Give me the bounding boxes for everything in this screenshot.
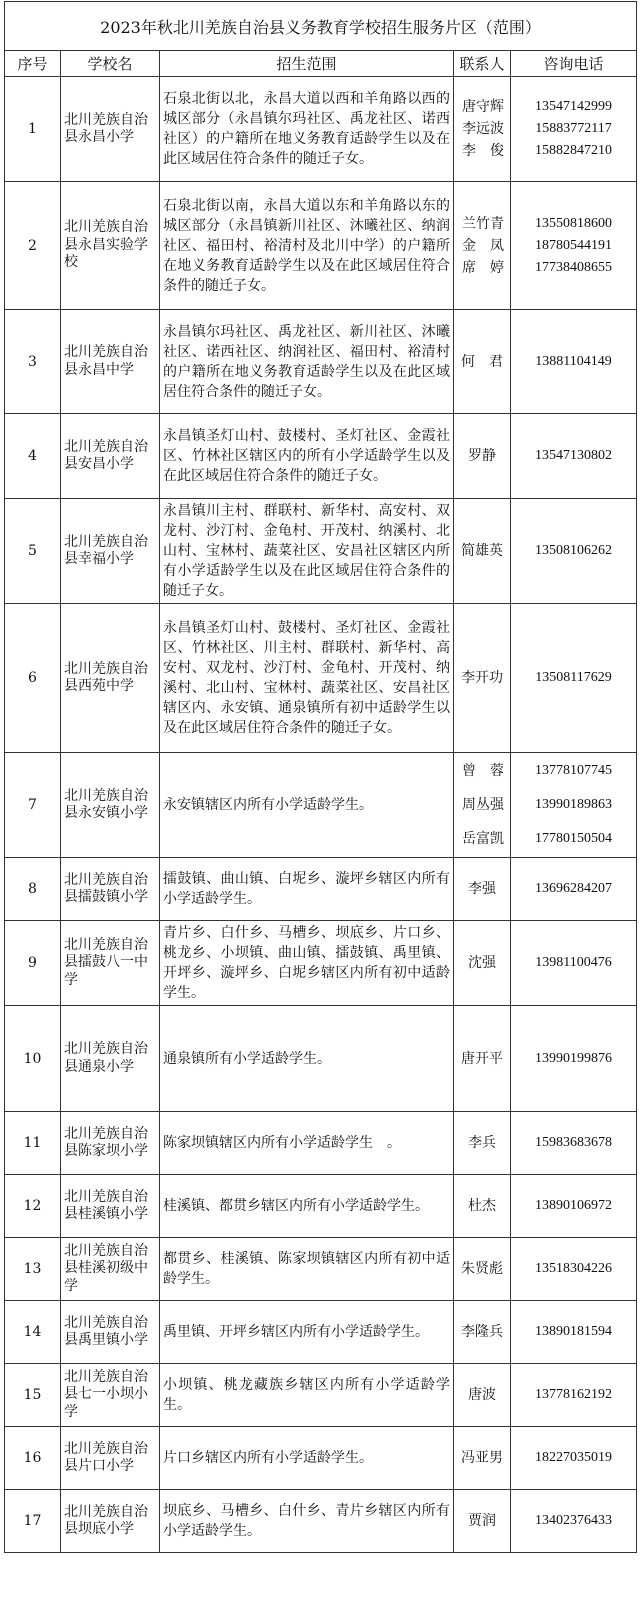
cell-phone — [511, 1112, 637, 1175]
cell-contact — [454, 1427, 511, 1490]
cell-contact — [454, 1175, 511, 1238]
contact-name: 兰竹青 — [462, 215, 504, 232]
table-row — [5, 753, 637, 858]
phone-number: 15983683678 — [535, 1135, 612, 1150]
table-row — [5, 1427, 637, 1490]
header-school: 学校名 — [61, 51, 160, 77]
table-row — [5, 858, 637, 921]
phone-number: 15883772117 — [535, 121, 612, 136]
contact-name: 李强 — [468, 881, 496, 897]
cell-phone — [511, 77, 637, 182]
header-row — [5, 51, 637, 77]
cell-school-name: 北川羌族自治县永安镇小学 — [61, 753, 160, 858]
cell-scope: 永昌镇圣灯山村、鼓楼村、圣灯社区、金霞社区、竹林社区辖区内的所有小学适龄学生以及在此区域居住符合条件的随迁子女。 — [160, 414, 454, 499]
cell-school-name: 北川羌族自治县永昌中学 — [61, 310, 160, 414]
cell-no: 10 — [5, 1006, 61, 1112]
cell-school-name: 北川羌族自治县永昌小学 — [61, 77, 160, 182]
cell-phone — [511, 1301, 637, 1364]
cell-scope: 永安镇辖区内所有小学适龄学生。 — [160, 753, 454, 858]
cell-school-name: 北川羌族自治县陈家坝小学 — [61, 1112, 160, 1175]
cell-school-name: 北川羌族自治县安昌小学 — [61, 414, 160, 499]
table-row — [5, 1238, 637, 1301]
cell-scope: 都贯乡、桂溪镇、陈家坝镇辖区内所有初中适龄学生。 — [160, 1238, 454, 1301]
cell-contact — [454, 182, 511, 310]
cell-scope: 永昌镇尔玛社区、禹龙社区、新川社区、沐曦社区、诺西社区、纳润社区、福田村、裕清村的户籍所在地义务教育适龄学生以及在此区域居住符合条件的随迁子女。 — [160, 310, 454, 414]
cell-phone — [511, 1175, 637, 1238]
cell-phone — [511, 1238, 637, 1301]
cell-scope: 桂溪镇、都贯乡辖区内所有小学适龄学生。 — [160, 1175, 454, 1238]
cell-contact — [454, 499, 511, 604]
cell-scope: 永昌镇川主村、群联村、新华村、高安村、双龙村、沙汀村、金龟村、开茂村、纳溪村、北山村、宝林村、蔬菜社区、安昌社区辖区内所有小学适龄学生以及在此区域居住符合条件的随迁子女。 — [160, 499, 454, 604]
cell-contact — [454, 1238, 511, 1301]
cell-no: 13 — [5, 1238, 61, 1301]
cell-phone — [511, 1490, 637, 1553]
cell-no: 2 — [5, 182, 61, 310]
cell-no: 11 — [5, 1112, 61, 1175]
cell-contact — [454, 310, 511, 414]
contact-name: 唐开平 — [461, 1050, 503, 1067]
table-row — [5, 182, 637, 310]
table-row — [5, 921, 637, 1006]
cell-contact — [454, 753, 511, 858]
phone-number: 17780150504 — [535, 831, 612, 846]
cell-phone — [511, 1006, 637, 1112]
contact-name: 席 婷 — [462, 259, 504, 276]
table-row — [5, 77, 637, 182]
cell-no: 6 — [5, 604, 61, 753]
phone-number: 13547142999 — [535, 99, 612, 114]
cell-scope: 片口乡辖区内所有小学适龄学生。 — [160, 1427, 454, 1490]
cell-school-name: 北川羌族自治县七一小坝小学 — [61, 1364, 160, 1427]
cell-phone — [511, 1427, 637, 1490]
table-row — [5, 1175, 637, 1238]
contact-name: 李开功 — [461, 670, 503, 686]
cell-phone — [511, 310, 637, 414]
table-body — [5, 77, 637, 1553]
header-contact: 联系人 — [454, 51, 511, 77]
cell-contact — [454, 921, 511, 1006]
cell-school-name: 北川羌族自治县擂鼓镇小学 — [61, 858, 160, 921]
cell-no: 16 — [5, 1427, 61, 1490]
cell-school-name: 北川羌族自治县禹里镇小学 — [61, 1301, 160, 1364]
cell-phone — [511, 921, 637, 1006]
cell-no: 9 — [5, 921, 61, 1006]
contact-name: 杜杰 — [468, 1198, 496, 1214]
contact-name: 罗静 — [468, 448, 496, 464]
phone-number: 13981100476 — [535, 955, 612, 970]
contact-name: 岳富凯 — [462, 831, 504, 847]
contact-name: 周丛强 — [462, 797, 504, 813]
contact-name: 李隆兵 — [461, 1324, 503, 1340]
cell-scope: 石泉北街以南，永昌大道以东和羊角路以东的城区部分（永昌镇新川社区、沐曦社区、纳润社区、福田村、裕清村及北川中学）的户籍所在地义务教育适龄学生以及在此区域居住符合条件的随迁子女。 — [160, 182, 454, 310]
cell-scope: 青片乡、白什乡、马槽乡、坝底乡、片口乡、桃龙乡、小坝镇、曲山镇、擂鼓镇、禹里镇、开坪乡、漩坪乡、白坭乡辖区内所有初中适龄学生。 — [160, 921, 454, 1006]
cell-no: 7 — [5, 753, 61, 858]
cell-no: 1 — [5, 77, 61, 182]
cell-scope: 石泉北街以北，永昌大道以西和羊角路以西的城区部分（永昌镇尔玛社区、禹龙社区、诺西社区）的户籍所在地义务教育适龄学生以及在此区域居住符合条件的随迁子女。 — [160, 77, 454, 182]
contact-name: 李 俊 — [462, 143, 504, 159]
table-row — [5, 1006, 637, 1112]
cell-contact — [454, 1490, 511, 1553]
cell-scope: 通泉镇所有小学适龄学生。 — [160, 1006, 454, 1112]
contact-name: 李兵 — [468, 1135, 496, 1151]
phone-number: 13508117629 — [535, 670, 612, 685]
header-scope: 招生范围 — [160, 51, 454, 77]
phone-number: 13990199876 — [535, 1050, 612, 1066]
table-row — [5, 1490, 637, 1553]
phone-number: 13778162192 — [535, 1387, 612, 1402]
cell-no: 14 — [5, 1301, 61, 1364]
table-row — [5, 1364, 637, 1427]
contact-name: 唐守辉 — [462, 99, 504, 115]
cell-phone — [511, 1364, 637, 1427]
cell-contact — [454, 604, 511, 753]
cell-contact — [454, 1006, 511, 1112]
cell-scope: 坝底乡、马槽乡、白什乡、青片乡辖区内所有小学适龄学生。 — [160, 1490, 454, 1553]
cell-school-name: 北川羌族自治县桂溪初级中学 — [61, 1238, 160, 1301]
phone-number: 13890181594 — [535, 1324, 612, 1339]
cell-no: 17 — [5, 1490, 61, 1553]
cell-contact — [454, 77, 511, 182]
enrollment-table — [4, 1, 637, 1553]
cell-contact — [454, 414, 511, 499]
contact-name: 简雄英 — [461, 543, 503, 559]
cell-phone — [511, 182, 637, 310]
phone-number: 17738408655 — [535, 259, 612, 275]
phone-number: 13550818600 — [535, 215, 612, 231]
phone-number: 18780544191 — [535, 237, 612, 253]
cell-phone — [511, 604, 637, 753]
cell-scope: 禹里镇、开坪乡辖区内所有小学适龄学生。 — [160, 1301, 454, 1364]
cell-school-name: 北川羌族自治县桂溪镇小学 — [61, 1175, 160, 1238]
table-row — [5, 1112, 637, 1175]
contact-name: 沈强 — [468, 955, 496, 971]
contact-name: 冯亚男 — [461, 1450, 503, 1466]
cell-no: 8 — [5, 858, 61, 921]
enrollment-table-sheet — [4, 1, 636, 1553]
cell-scope: 陈家坝镇辖区内所有小学适龄学生 。 — [160, 1112, 454, 1175]
phone-number: 13402376433 — [535, 1513, 612, 1528]
contact-name: 朱贤彪 — [461, 1261, 503, 1277]
phone-number: 15882847210 — [535, 143, 612, 158]
cell-phone — [511, 414, 637, 499]
cell-school-name: 北川羌族自治县永昌实验学校 — [61, 182, 160, 310]
cell-phone — [511, 753, 637, 858]
phone-number: 13890106972 — [535, 1198, 612, 1213]
cell-school-name: 北川羌族自治县坝底小学 — [61, 1490, 160, 1553]
phone-number: 13990189863 — [535, 797, 612, 812]
cell-contact — [454, 858, 511, 921]
table-row — [5, 414, 637, 499]
table-row — [5, 1301, 637, 1364]
cell-no: 5 — [5, 499, 61, 604]
phone-number: 13518304226 — [535, 1261, 612, 1276]
table-title: 2023年秋北川羌族自治县义务教育学校招生服务片区（范围） — [5, 2, 637, 51]
header-no: 序号 — [5, 51, 61, 77]
table-row — [5, 604, 637, 753]
phone-number: 13881104149 — [535, 353, 612, 369]
cell-school-name: 北川羌族自治县片口小学 — [61, 1427, 160, 1490]
contact-name: 曾 蓉 — [462, 763, 504, 779]
contact-name: 李远波 — [462, 121, 504, 137]
cell-scope: 擂鼓镇、曲山镇、白坭乡、漩坪乡辖区内所有小学适龄学生。 — [160, 858, 454, 921]
cell-no: 12 — [5, 1175, 61, 1238]
contact-name: 金 凤 — [462, 237, 504, 254]
contact-name: 何 君 — [461, 353, 503, 370]
cell-school-name: 北川羌族自治县西苑中学 — [61, 604, 160, 753]
table-row — [5, 499, 637, 604]
cell-phone — [511, 499, 637, 604]
header-phone: 咨询电话 — [511, 51, 637, 77]
phone-number: 13508106262 — [535, 543, 612, 558]
cell-contact — [454, 1112, 511, 1175]
phone-number: 13547130802 — [535, 448, 612, 463]
cell-school-name: 北川羌族自治县擂鼓八一中学 — [61, 921, 160, 1006]
phone-number: 18227035019 — [535, 1450, 612, 1465]
cell-no: 3 — [5, 310, 61, 414]
cell-phone — [511, 858, 637, 921]
phone-number: 13778107745 — [535, 763, 612, 778]
cell-school-name: 北川羌族自治县幸福小学 — [61, 499, 160, 604]
table-row — [5, 310, 637, 414]
contact-name: 唐波 — [468, 1387, 496, 1403]
cell-scope: 永昌镇圣灯山村、鼓楼村、圣灯社区、金霞社区、竹林社区、川主村、群联村、新华村、高安村、双龙村、沙汀村、金龟村、开茂村、纳溪村、北山村、宝林村、蔬菜社区、安昌社区辖区内、永安镇、通泉镇所有初中适龄学生以及在此区域居住符合条件的随迁子女。 — [160, 604, 454, 753]
contact-name: 贾润 — [468, 1513, 496, 1529]
cell-scope: 小坝镇、桃龙藏族乡辖区内所有小学适龄学生。 — [160, 1364, 454, 1427]
cell-no: 15 — [5, 1364, 61, 1427]
cell-school-name: 北川羌族自治县通泉小学 — [61, 1006, 160, 1112]
phone-number: 13696284207 — [535, 881, 612, 896]
cell-contact — [454, 1301, 511, 1364]
cell-no: 4 — [5, 414, 61, 499]
cell-contact — [454, 1364, 511, 1427]
